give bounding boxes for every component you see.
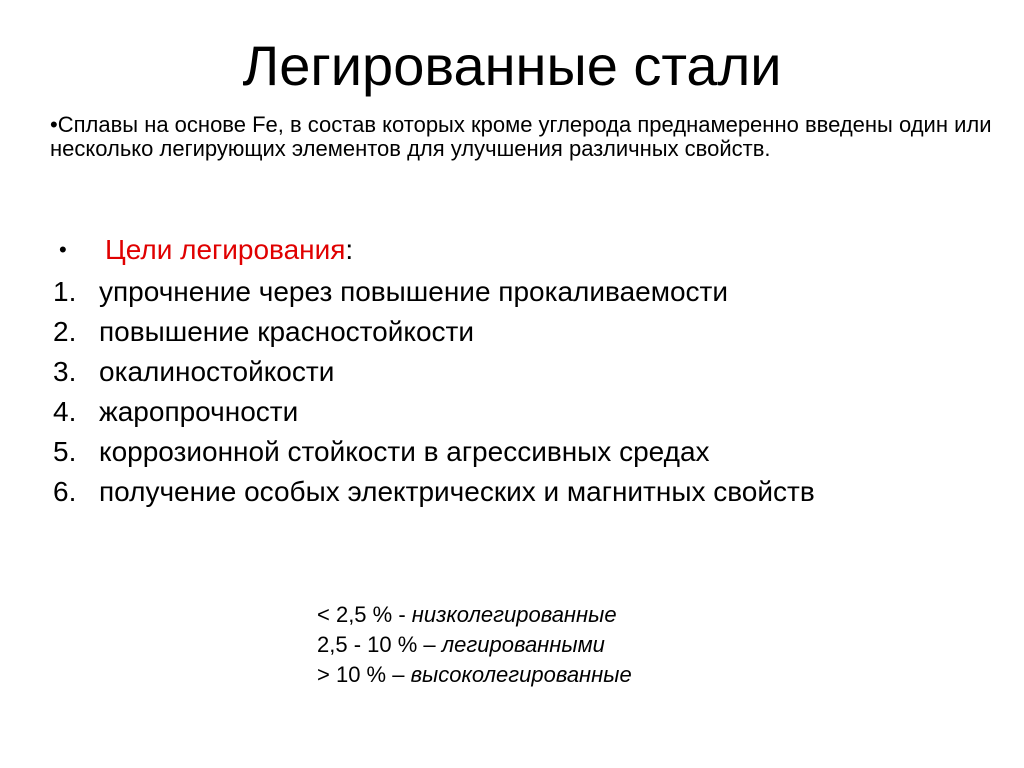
classification-item-mid — [317, 630, 632, 660]
classification-item-high — [317, 660, 632, 690]
goal-item-4 — [53, 392, 893, 432]
goals-heading-row — [53, 230, 893, 272]
goal-number: 3. — [53, 356, 77, 387]
goals-list — [53, 230, 893, 512]
goal-text: получение особых электрических и магнитных свойств — [99, 476, 815, 507]
goals-heading — [105, 230, 893, 272]
classification-item-low — [317, 600, 632, 630]
goal-number: 6. — [53, 476, 77, 507]
classification-range: < 2,5 % - — [317, 602, 412, 627]
classification-range: > 10 % – — [317, 662, 411, 687]
classification-label: высоколегированные — [410, 662, 632, 687]
goal-number: 4. — [53, 396, 77, 427]
classification-label: низколегированные — [411, 602, 617, 627]
classification-label: легированными — [441, 632, 605, 657]
goal-text: повышение красностойкости — [99, 316, 474, 347]
classification-range: 2,5 - 10 % – — [317, 632, 442, 657]
goal-item-6 — [53, 472, 893, 512]
goals-heading-label: Цели легирования — [105, 234, 346, 265]
definition-text: •Сплавы на основе Fe, в состав которых кроме углерода преднамеренно введены один или несколько легирующих элементов для улучшения различных свойств. — [50, 112, 992, 161]
goal-item-3 — [53, 352, 893, 392]
goal-text: окалиностойкости — [99, 356, 335, 387]
goals-heading-colon: : — [345, 234, 354, 265]
goal-number: 1. — [53, 276, 77, 307]
goal-item-1 — [53, 272, 893, 312]
classification-list — [317, 600, 632, 690]
slide-title: Легированные стали — [242, 34, 782, 97]
goal-item-5 — [53, 432, 893, 472]
goal-text: жаропрочности — [99, 396, 299, 427]
bullet-marker: • — [59, 237, 67, 262]
goal-text: коррозионной стойкости в агрессивных средах — [99, 436, 710, 467]
goal-text: упрочнение через повышение прокаливаемости — [99, 276, 729, 307]
goal-number: 2. — [53, 316, 77, 347]
goal-item-2 — [53, 312, 893, 352]
goal-number: 5. — [53, 436, 77, 467]
